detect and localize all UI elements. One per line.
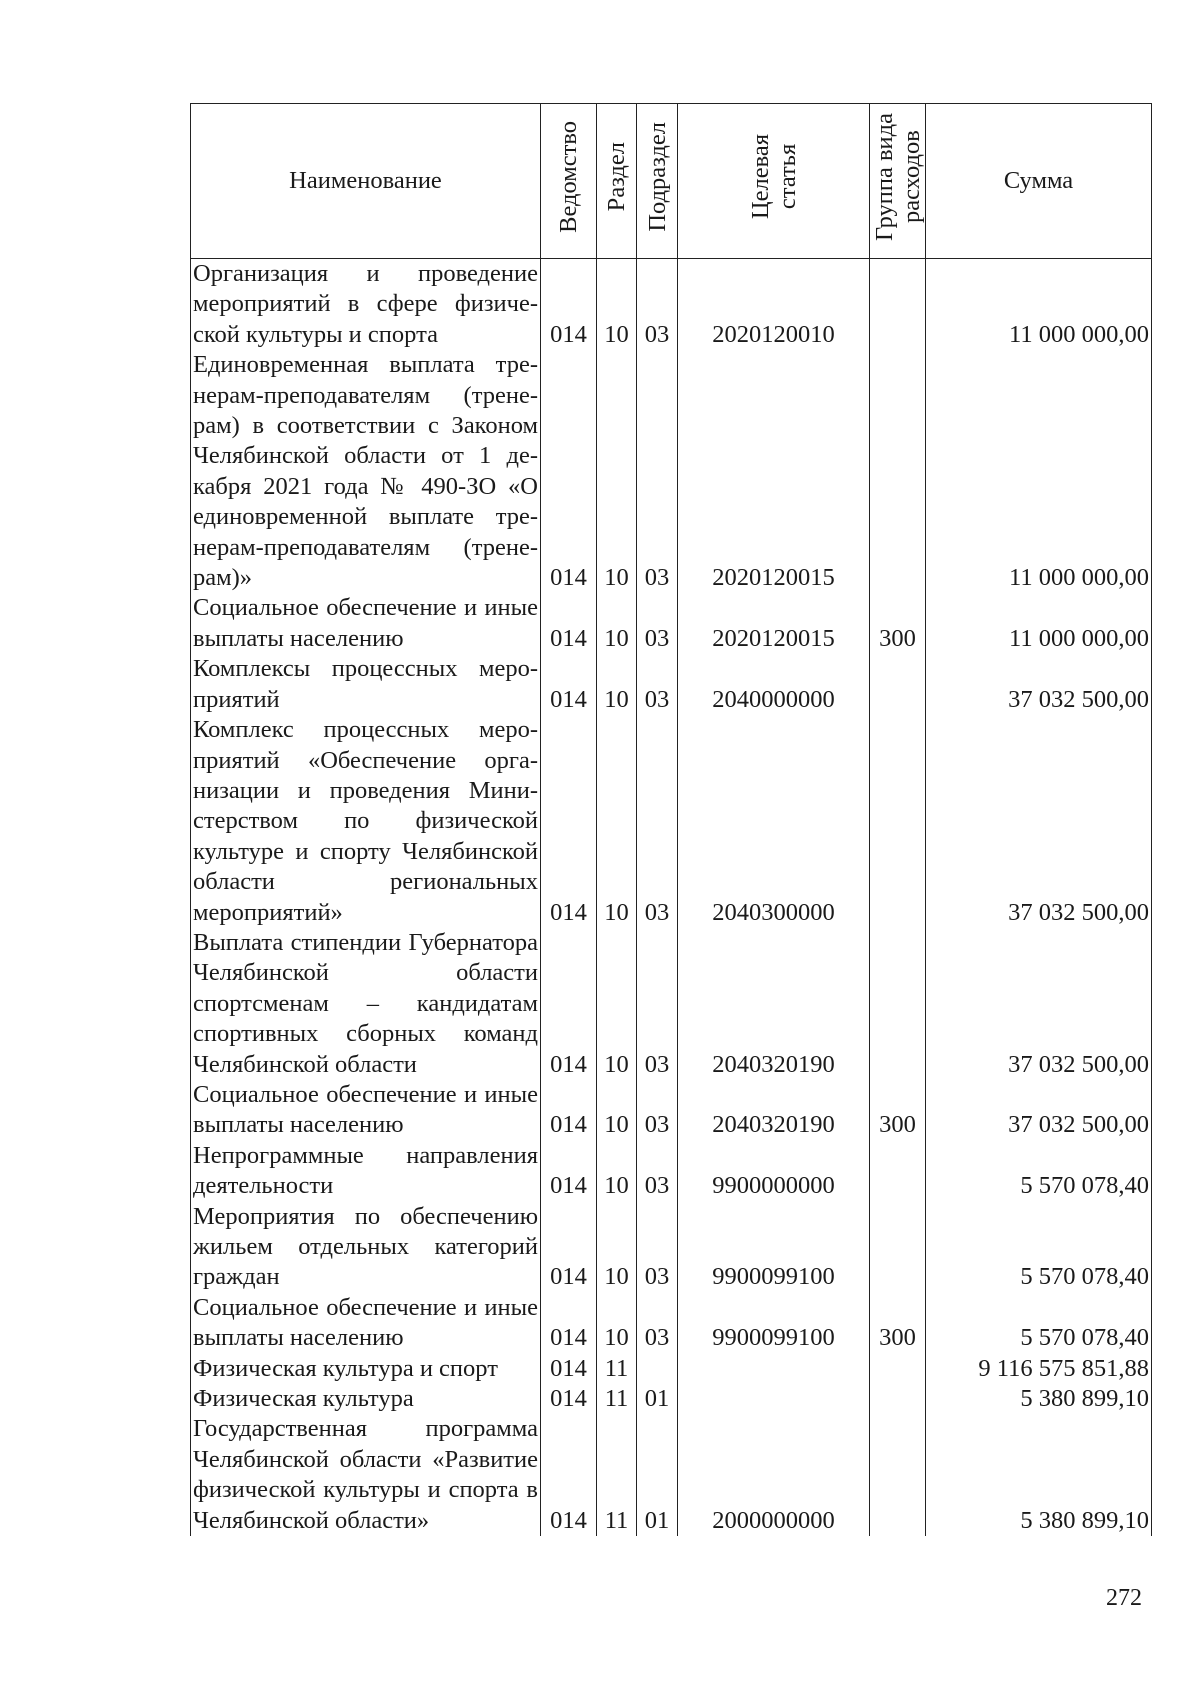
row-podrazdel: 03 [637, 1141, 678, 1202]
row-group [870, 715, 926, 928]
row-podrazdel: 03 [637, 259, 678, 351]
header-group: Группа вида расходов [870, 104, 926, 259]
row-razdel: 10 [597, 1202, 637, 1293]
row-name: Организация и проведение мероприятий в сфере физической культуры и спорта [191, 259, 541, 351]
row-sum: 11 000 000,00 [926, 593, 1152, 654]
row-group [870, 1141, 926, 1202]
row-name: Единовременная выплата тренерам-преподавателям (тренерам) в соответствии с Законом Челябинской области от 1 декабря 2021 года № 490-ЗО «О единовременной выплате тренерам-преподавателям (тренерам)» [191, 350, 541, 593]
page-number: 272 [1106, 1585, 1142, 1611]
row-group [870, 259, 926, 351]
row-name: Социальное обеспечение и иные выплаты населению [191, 1080, 541, 1141]
row-vedomstvo: 014 [541, 259, 597, 351]
table-row [191, 350, 1152, 593]
row-razdel: 10 [597, 654, 637, 715]
table-row [191, 928, 1152, 1080]
row-razdel: 10 [597, 928, 637, 1080]
row-vedomstvo: 014 [541, 928, 597, 1080]
row-razdel: 10 [597, 715, 637, 928]
row-razdel: 10 [597, 259, 637, 351]
row-vedomstvo: 014 [541, 1202, 597, 1293]
header-name: Наименование [191, 104, 541, 259]
row-razdel: 11 [597, 1354, 637, 1384]
row-group [870, 928, 926, 1080]
table-row [191, 593, 1152, 654]
row-vedomstvo: 014 [541, 593, 597, 654]
row-name: Социальное обеспечение и иные выплаты населению [191, 1293, 541, 1354]
row-sum: 37 032 500,00 [926, 715, 1152, 928]
row-sum: 5 570 078,40 [926, 1293, 1152, 1354]
row-name: Комплексы процессных мероприятий [191, 654, 541, 715]
row-sum: 5 570 078,40 [926, 1141, 1152, 1202]
row-group: 300 [870, 1293, 926, 1354]
row-target: 2020120010 [678, 259, 870, 351]
row-vedomstvo: 014 [541, 1293, 597, 1354]
row-podrazdel: 01 [637, 1414, 678, 1536]
table-row [191, 1354, 1152, 1384]
row-vedomstvo: 014 [541, 350, 597, 593]
row-target: 9900000000 [678, 1141, 870, 1202]
table-row [191, 1293, 1152, 1354]
row-group: 300 [870, 593, 926, 654]
table-row [191, 1384, 1152, 1414]
row-sum: 5 570 078,40 [926, 1202, 1152, 1293]
row-target: 2020120015 [678, 593, 870, 654]
row-vedomstvo: 014 [541, 1080, 597, 1141]
row-sum: 37 032 500,00 [926, 928, 1152, 1080]
row-name: Мероприятия по обеспечению жильем отдельных категорий граждан [191, 1202, 541, 1293]
row-target: 2040300000 [678, 715, 870, 928]
table-row [191, 1141, 1152, 1202]
header-razdel: Раздел [597, 104, 637, 259]
row-target: 9900099100 [678, 1202, 870, 1293]
row-target: 2040000000 [678, 654, 870, 715]
row-group [870, 1384, 926, 1414]
row-razdel: 10 [597, 593, 637, 654]
row-group [870, 350, 926, 593]
row-razdel: 10 [597, 1080, 637, 1141]
row-vedomstvo: 014 [541, 1141, 597, 1202]
row-razdel: 10 [597, 350, 637, 593]
row-name: Государственная программа Челябинской области «Развитие физической культуры и спорта в Челябинской области» [191, 1414, 541, 1536]
row-podrazdel: 03 [637, 654, 678, 715]
row-sum: 9 116 575 851,88 [926, 1354, 1152, 1384]
row-podrazdel: 03 [637, 1080, 678, 1141]
row-vedomstvo: 014 [541, 1414, 597, 1536]
row-podrazdel: 03 [637, 928, 678, 1080]
budget-table [190, 103, 1152, 1536]
header-sum: Сумма [926, 104, 1152, 259]
row-razdel: 10 [597, 1293, 637, 1354]
table-row [191, 1080, 1152, 1141]
row-target: 2040320190 [678, 1080, 870, 1141]
row-target: 9900099100 [678, 1293, 870, 1354]
row-group [870, 1202, 926, 1293]
header-podrazdel: Подраздел [637, 104, 678, 259]
row-group [870, 1354, 926, 1384]
row-razdel: 10 [597, 1141, 637, 1202]
row-sum: 5 380 899,10 [926, 1384, 1152, 1414]
table-row [191, 1202, 1152, 1293]
row-name: Выплата стипендии Губернатора Челябинской области спортсменам – кандидатам спортивных сборных команд Челябинской области [191, 928, 541, 1080]
header-target: Целевая статья [678, 104, 870, 259]
row-vedomstvo: 014 [541, 1354, 597, 1384]
row-sum: 37 032 500,00 [926, 654, 1152, 715]
row-razdel: 11 [597, 1384, 637, 1414]
row-vedomstvo: 014 [541, 654, 597, 715]
header-vedomstvo: Ведомство [541, 104, 597, 259]
row-sum: 11 000 000,00 [926, 259, 1152, 351]
row-vedomstvo: 014 [541, 1384, 597, 1414]
row-name: Комплекс процессных мероприятий «Обеспечение организации и проведения Министерством по физической культуре и спорту Челябинской области региональных мероприятий» [191, 715, 541, 928]
row-name: Непрограммные направления деятельности [191, 1141, 541, 1202]
row-podrazdel: 03 [637, 593, 678, 654]
row-target [678, 1354, 870, 1384]
row-group: 300 [870, 1080, 926, 1141]
table-row [191, 1414, 1152, 1536]
row-target: 2000000000 [678, 1414, 870, 1536]
row-target [678, 1384, 870, 1414]
row-podrazdel: 03 [637, 350, 678, 593]
row-target: 2040320190 [678, 928, 870, 1080]
row-vedomstvo: 014 [541, 715, 597, 928]
row-podrazdel: 03 [637, 715, 678, 928]
row-name: Физическая культура [191, 1384, 541, 1414]
row-razdel: 11 [597, 1414, 637, 1536]
table-row [191, 654, 1152, 715]
row-name: Социальное обеспечение и иные выплаты населению [191, 593, 541, 654]
row-podrazdel: 01 [637, 1384, 678, 1414]
row-group [870, 654, 926, 715]
row-podrazdel [637, 1354, 678, 1384]
row-sum: 37 032 500,00 [926, 1080, 1152, 1141]
table-header [191, 104, 1152, 259]
row-sum: 5 380 899,10 [926, 1414, 1152, 1536]
row-group [870, 1414, 926, 1536]
row-podrazdel: 03 [637, 1293, 678, 1354]
table-body [191, 259, 1152, 1537]
row-podrazdel: 03 [637, 1202, 678, 1293]
table-row [191, 715, 1152, 928]
row-target: 2020120015 [678, 350, 870, 593]
row-name: Физическая культура и спорт [191, 1354, 541, 1384]
table-row [191, 259, 1152, 351]
row-sum: 11 000 000,00 [926, 350, 1152, 593]
